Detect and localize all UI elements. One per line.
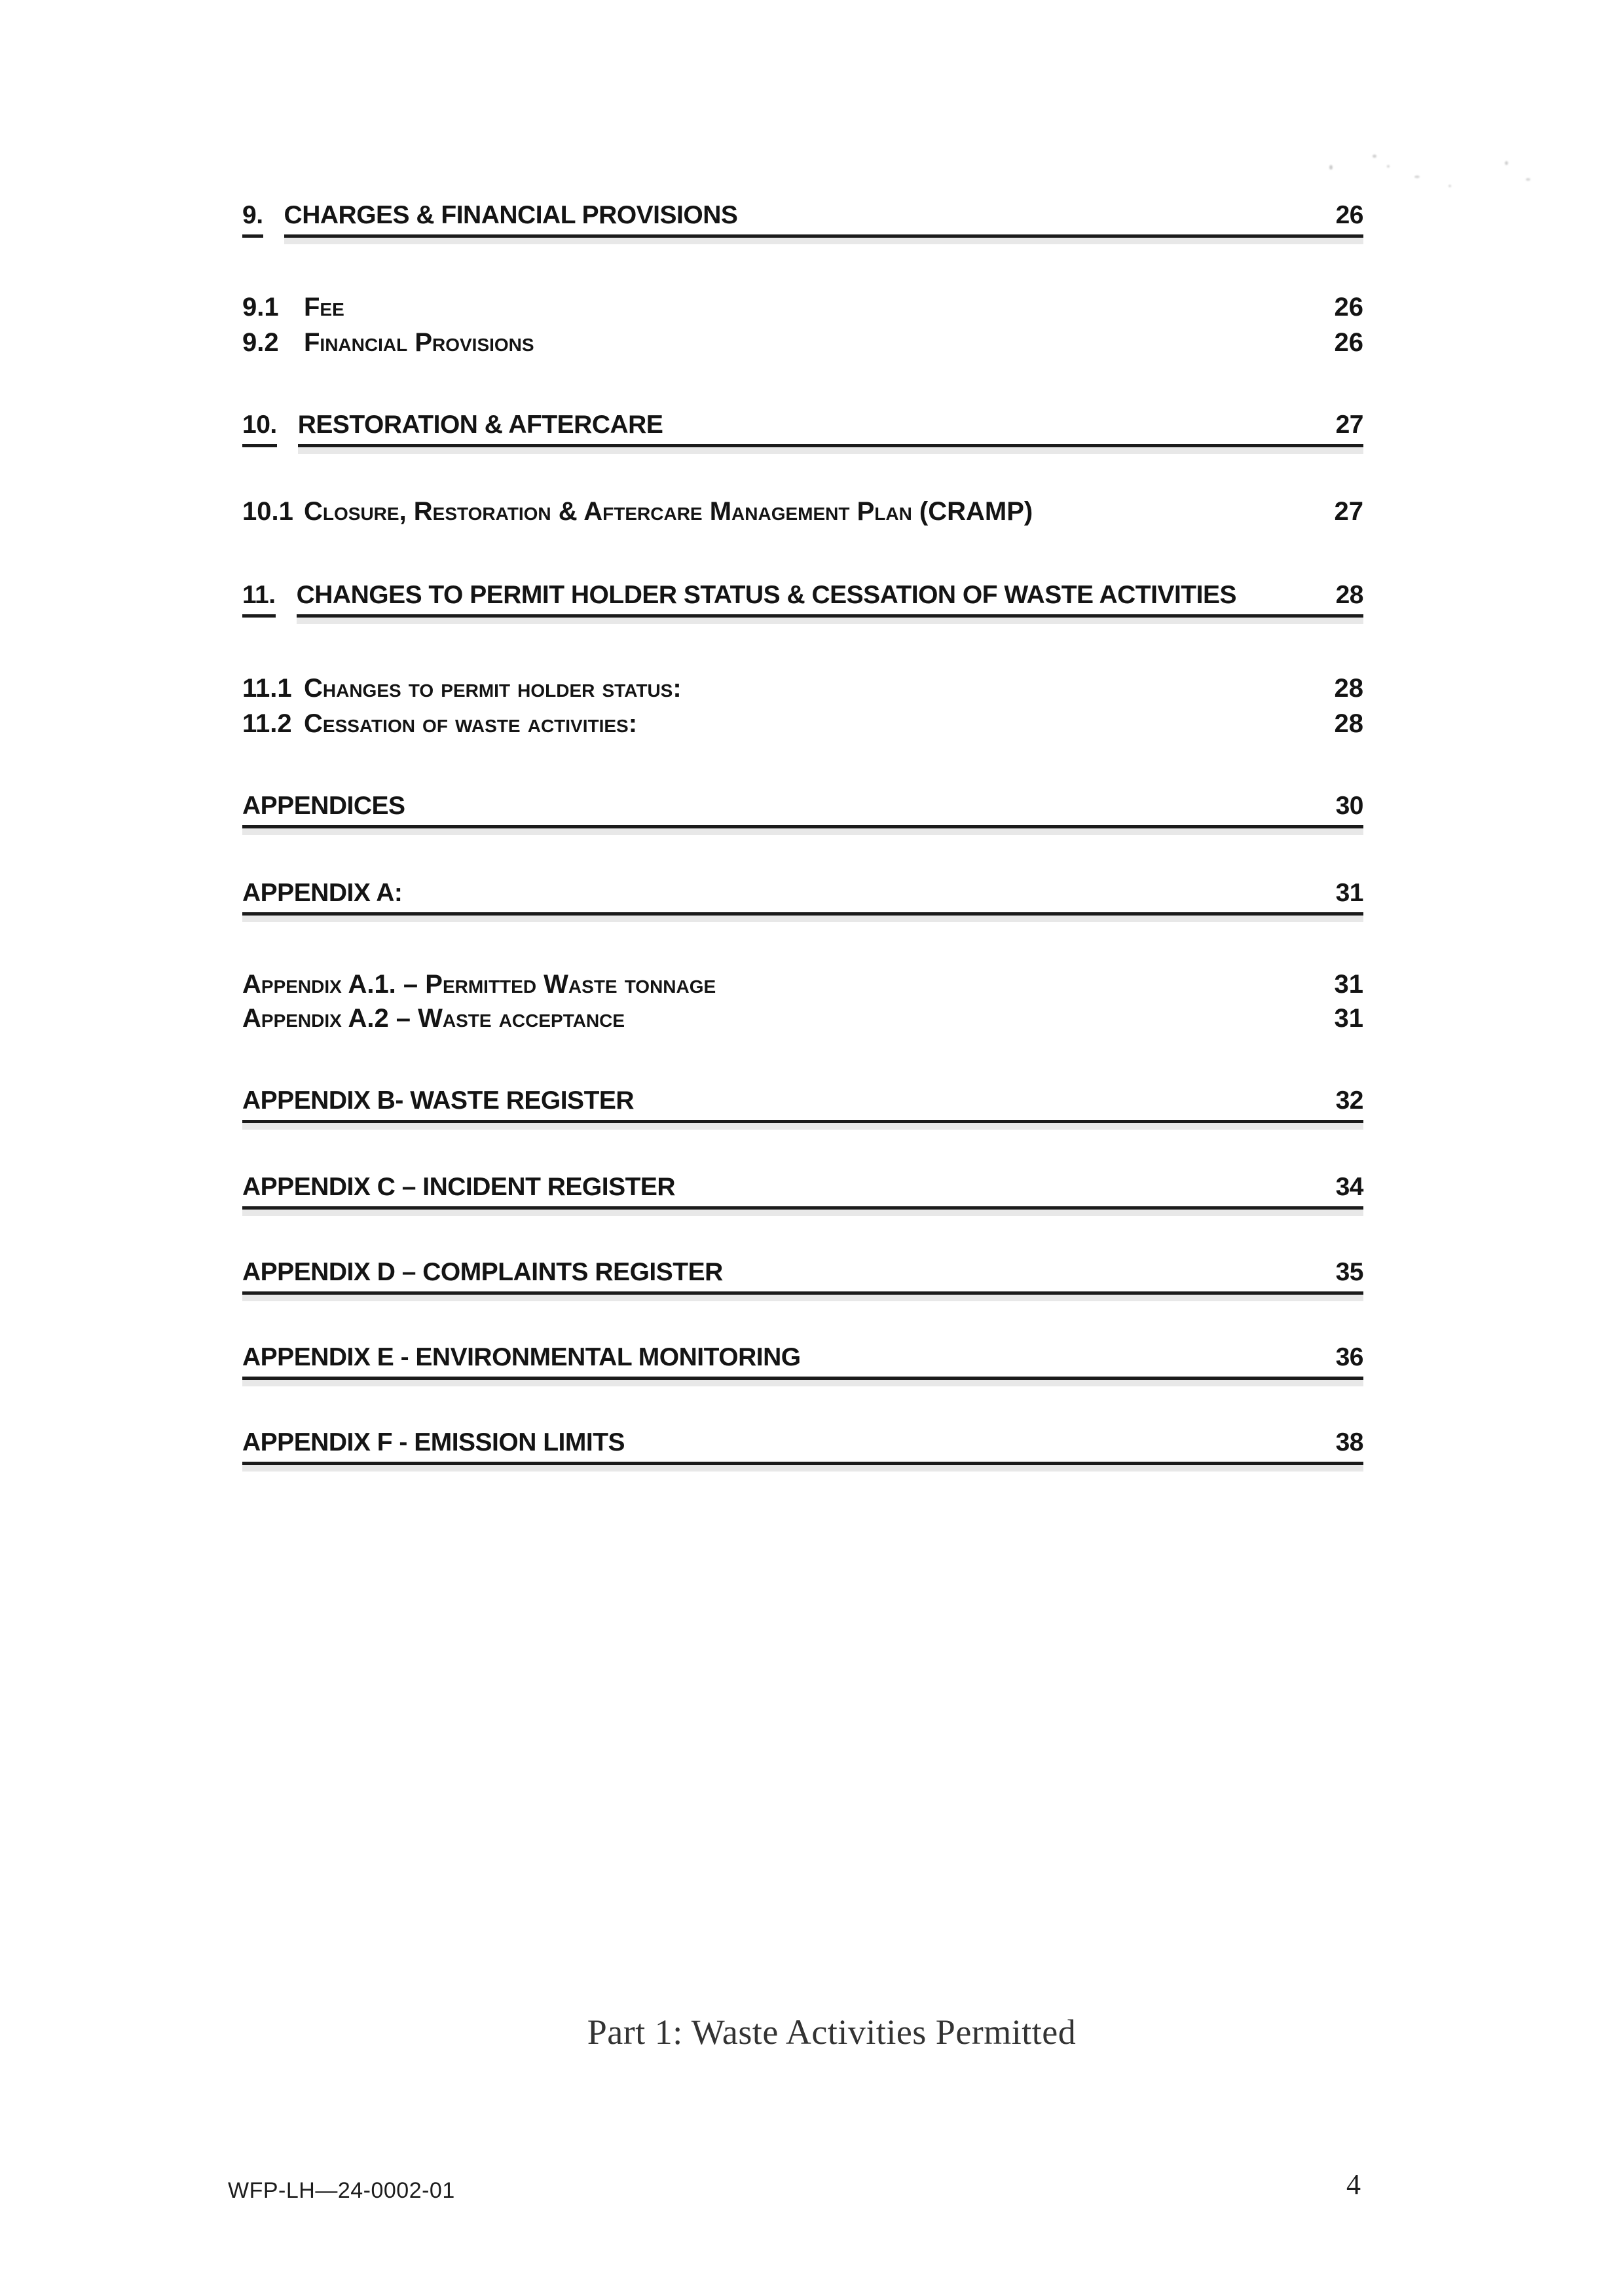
toc-entry-page: 30 [1335,792,1363,820]
footer-doc-reference: WFP-LH—24-0002-01 [228,2178,455,2203]
toc-entry-page: 38 [1335,1428,1363,1456]
toc-entry [242,675,1363,702]
toc-entry-label: Cessation of waste activities: [304,709,638,738]
toc-entry [242,498,1363,525]
toc-entry [242,1344,1363,1380]
toc-entry [242,1005,1363,1032]
toc-entry-label: Closure, Restoration & Aftercare Management Plan (CRAMP) [304,497,1033,526]
toc-entry-label: CHANGES TO PERMIT HOLDER STATUS & CESSATION OF WASTE ACTIVITIES [296,581,1236,609]
toc-entry-page: 26 [1334,293,1363,322]
toc-entry-page: 27 [1334,497,1363,526]
toc-entry-label: APPENDIX B- WASTE REGISTER [242,1086,635,1115]
toc-entry-number: 9.2 [242,328,279,357]
footer-page-number: 4 [1346,2168,1361,2200]
scan-noise [1526,178,1530,181]
toc-entry [242,792,1363,828]
toc-entry-number: 11.2 [242,709,292,738]
toc-entry [242,202,1363,238]
scan-noise [1373,155,1376,158]
toc-entry-number: 10. [242,411,277,447]
toc-entry-number: 11.1 [242,674,292,703]
toc-entry [242,1087,1363,1123]
toc-entry [242,880,1363,916]
toc-entry-label: APPENDICES [242,792,405,820]
toc-entry [242,293,1363,321]
scan-noise [1387,165,1390,168]
part-title: Part 1: Waste Activities Permitted [587,2012,1077,2052]
toc-entry [242,710,1363,737]
toc-entry-page: 28 [1334,674,1363,703]
toc-entry-page: 31 [1334,1004,1363,1033]
toc-entry-number: 9. [242,202,263,238]
toc-entry-label: APPENDIX A: [242,879,403,907]
toc-entry-page: 32 [1335,1086,1363,1115]
toc-entry-page: 26 [1335,201,1363,229]
scan-noise [1449,185,1451,187]
scan-noise [1414,176,1420,178]
toc-entry-label: Changes to permit holder status: [304,674,682,703]
toc-entry-page: 35 [1335,1258,1363,1286]
toc-entry [242,971,1363,998]
toc-entry-page: 27 [1335,411,1363,439]
toc-entry-number: 10.1 [242,497,293,526]
toc-entry-label: APPENDIX C – INCIDENT REGISTER [242,1173,676,1201]
toc-entry [242,411,1363,447]
toc-entry-page: 34 [1335,1173,1363,1201]
toc-entry-number: 11. [242,582,276,618]
toc-entry-page: 36 [1335,1343,1363,1371]
toc-entry-page: 26 [1334,328,1363,357]
toc-entry-number: 9.1 [242,293,279,322]
scan-noise [1329,165,1333,170]
toc-entry-page: 31 [1335,879,1363,907]
toc-entry-label: CHARGES & FINANCIAL PROVISIONS [284,201,738,229]
toc-entry-label: Fee [304,293,344,322]
toc-entry [242,1174,1363,1210]
toc-entry-label: APPENDIX D – COMPLAINTS REGISTER [242,1258,723,1286]
toc-entry-label: Appendix A.2 – Waste acceptance [242,1004,625,1033]
toc-entry-label: RESTORATION & AFTERCARE [297,411,663,439]
toc-entry [242,582,1363,618]
toc-entry [242,1429,1363,1465]
toc-entry-label: Appendix A.1. – Permitted Waste tonnage [242,970,716,999]
toc-entry [242,1259,1363,1295]
scan-noise [1505,161,1508,165]
toc-entry-page: 31 [1334,970,1363,999]
toc-entry-label: Financial Provisions [304,328,534,357]
toc-entry-page: 28 [1335,581,1363,609]
toc-entry-label: APPENDIX E - ENVIRONMENTAL MONITORING [242,1343,801,1371]
toc-entry-page: 28 [1334,709,1363,738]
toc-entry-label: APPENDIX F - EMISSION LIMITS [242,1428,625,1456]
toc-entry [242,329,1363,356]
